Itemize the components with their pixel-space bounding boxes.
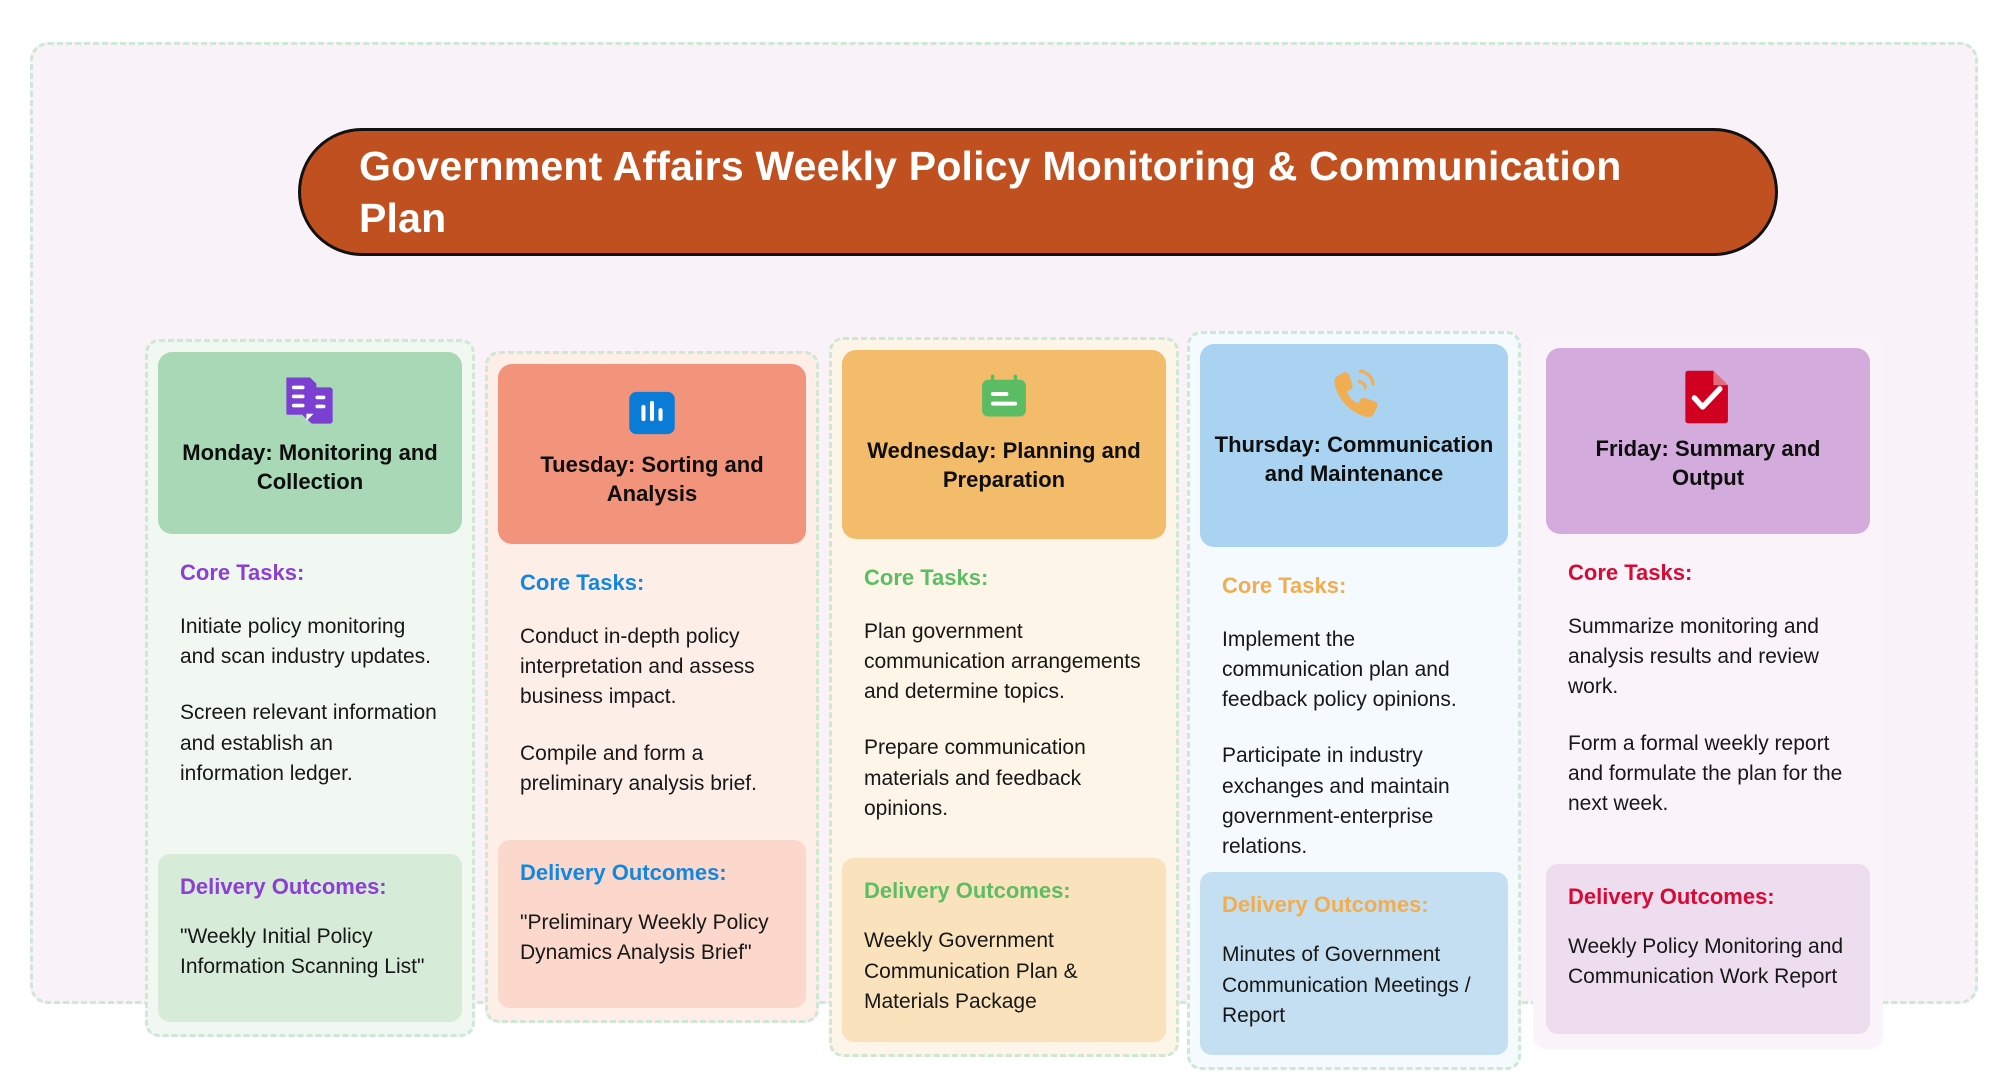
core-tasks-section-tuesday	[498, 544, 806, 836]
delivery-outcomes-text-thursday: Minutes of Government Communication Meetings / Report	[1222, 943, 1471, 1027]
core-tasks-label-monday: Core Tasks:	[180, 560, 305, 585]
core-task-item: Summarize monitoring and analysis results and review work.	[1568, 615, 1819, 699]
delivery-outcomes-section-friday	[1546, 864, 1870, 1034]
day-column-wednesday[interactable]	[829, 337, 1179, 1057]
day-icon-wrap-thursday	[1214, 362, 1494, 424]
core-tasks-section-monday	[158, 534, 462, 849]
core-task-item: Implement the communication plan and feedback policy opinions.	[1222, 627, 1457, 712]
delivery-outcomes-section-monday	[158, 854, 462, 1022]
delivery-outcomes-text-tuesday: "Preliminary Weekly Policy Dynamics Analysis Brief"	[520, 911, 769, 965]
core-tasks-label-wednesday: Core Tasks:	[864, 564, 989, 590]
core-tasks-section-friday	[1546, 534, 1870, 864]
delivery-outcomes-section-thursday	[1200, 872, 1508, 1055]
delivery-outcomes-section-tuesday	[498, 840, 806, 1008]
delivery-outcomes-label-friday: Delivery Outcomes:	[1568, 884, 1775, 909]
core-task-item: Participate in industry exchanges and maintain government-enterprise relations.	[1222, 744, 1450, 858]
core-tasks-section-thursday	[1200, 547, 1508, 873]
day-title-thursday: Thursday: Communication and Maintenance	[1214, 432, 1494, 487]
day-header-monday	[158, 352, 462, 534]
core-task-item: Form a formal weekly report and formulate the plan for the next week.	[1568, 731, 1843, 816]
day-header-tuesday	[498, 364, 806, 544]
day-columns-row	[145, 341, 1935, 1071]
phone-icon	[1326, 365, 1382, 421]
core-task-item: Compile and form a preliminary analysis brief.	[520, 741, 757, 795]
day-header-thursday	[1200, 344, 1508, 547]
delivery-outcomes-section-wednesday	[842, 858, 1166, 1042]
day-header-wednesday	[842, 350, 1166, 539]
title-banner	[298, 128, 1778, 256]
day-column-friday[interactable]	[1533, 335, 1883, 1049]
core-task-item: Prepare communication materials and feedback opinions.	[864, 736, 1086, 820]
calendar-icon	[976, 371, 1032, 427]
delivery-outcomes-label-monday: Delivery Outcomes:	[180, 874, 387, 899]
document-check-icon	[1681, 368, 1735, 426]
day-column-tuesday[interactable]	[485, 351, 819, 1023]
bar-chart-icon	[626, 387, 678, 439]
core-task-item: Initiate policy monitoring and scan industry updates.	[180, 615, 431, 669]
core-task-item: Conduct in-depth policy interpretation and assess business impact.	[520, 625, 755, 709]
day-icon-wrap-wednesday	[856, 368, 1152, 430]
core-task-item: Plan government communication arrangements and determine topics.	[864, 619, 1141, 704]
delivery-outcomes-text-monday: "Weekly Initial Policy Information Scanning List"	[180, 925, 425, 979]
day-header-friday	[1546, 348, 1870, 534]
delivery-outcomes-label-tuesday: Delivery Outcomes:	[520, 860, 727, 885]
delivery-outcomes-label-thursday: Delivery Outcomes:	[1222, 892, 1429, 918]
day-title-wednesday: Wednesday: Planning and Preparation	[867, 438, 1141, 493]
day-title-monday: Monday: Monitoring and Collection	[182, 440, 438, 495]
page-title: Government Affairs Weekly Policy Monitoring & Communication Plan	[359, 142, 1622, 241]
core-tasks-section-wednesday	[842, 539, 1166, 859]
day-icon-wrap-tuesday	[512, 382, 792, 444]
day-title-tuesday: Tuesday: Sorting and Analysis	[540, 452, 764, 507]
day-icon-wrap-monday	[172, 370, 448, 432]
delivery-outcomes-label-wednesday: Delivery Outcomes:	[864, 878, 1071, 904]
day-icon-wrap-friday	[1560, 366, 1856, 428]
day-column-thursday[interactable]	[1187, 331, 1521, 1070]
delivery-outcomes-text-wednesday: Weekly Government Communication Plan & Materials Package	[864, 929, 1078, 1013]
outer-frame	[30, 42, 1978, 1027]
day-column-monday[interactable]	[145, 339, 475, 1037]
core-tasks-label-thursday: Core Tasks:	[1222, 572, 1347, 598]
core-tasks-label-friday: Core Tasks:	[1568, 560, 1693, 585]
day-title-friday: Friday: Summary and Output	[1595, 436, 1821, 491]
delivery-outcomes-text-friday: Weekly Policy Monitoring and Communication Work Report	[1568, 935, 1844, 989]
core-task-item: Screen relevant information and establish an information ledger.	[180, 701, 437, 785]
core-tasks-label-tuesday: Core Tasks:	[520, 570, 645, 595]
documents-icon	[281, 372, 339, 430]
